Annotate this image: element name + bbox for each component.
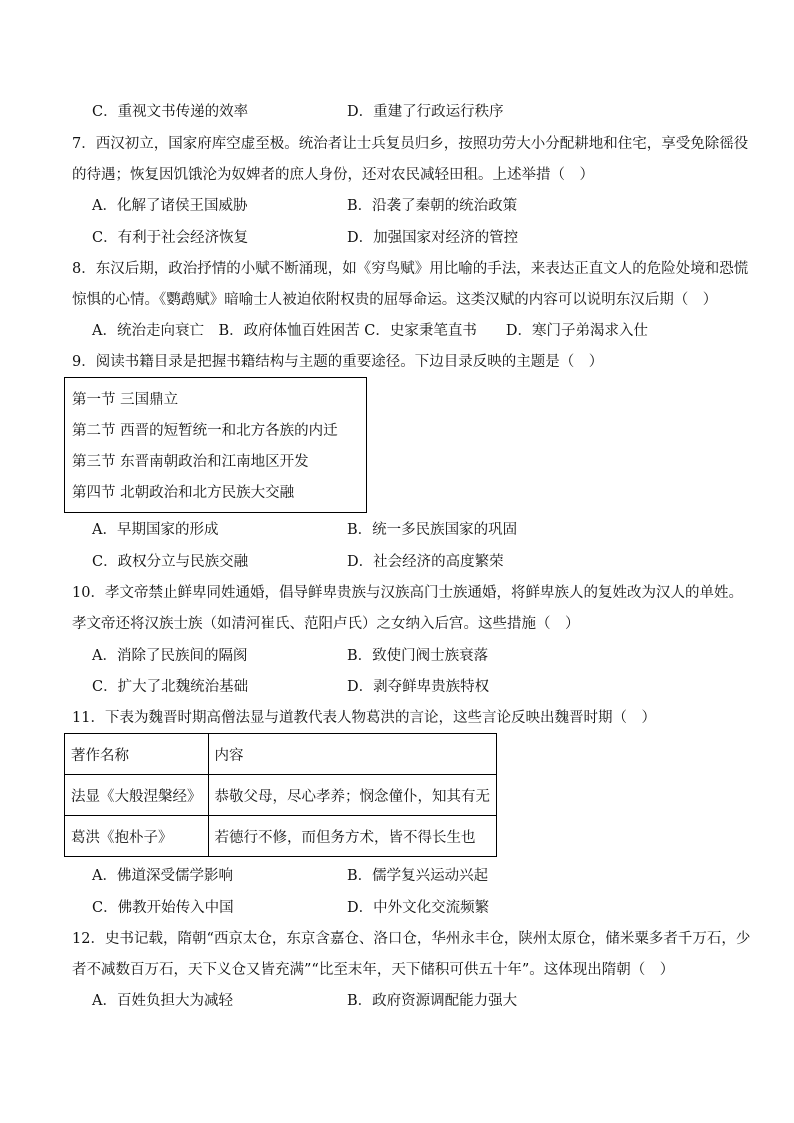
- table-cell: 若德行不修，而但务方术，皆不得长生也: [208, 816, 497, 857]
- q7-stem-line1: 7．西汉初立，国家府库空虚至极。统治者让士兵复员归乡，按照功劳大小分配耕地和住宅，享受免除徭役: [72, 136, 749, 152]
- table-header-cell: 内容: [208, 734, 497, 775]
- q9-option-a: A．早期国家的形成: [92, 522, 219, 538]
- table-cell: 葛洪《抱朴子》: [65, 816, 209, 857]
- q10-option-a: A．消除了民族间的隔阂: [92, 648, 248, 664]
- q10-option-b: B．致使门阀士族衰落: [347, 648, 489, 664]
- table-row: [65, 775, 497, 816]
- q7-option-c: C．有利于社会经济恢复: [92, 230, 249, 246]
- q11-option-b: B．儒学复兴运动兴起: [347, 868, 489, 884]
- q8-stem-line1: 8．东汉后期，政治抒情的小赋不断涌现，如《穷鸟赋》用比喻的手法，来表达正直文人的危险处境和恐慌: [72, 261, 749, 277]
- q9-option-b: B．统一多民族国家的巩固: [347, 522, 518, 538]
- q9-toc-item: 第四节 北朝政治和北方民族大交融: [72, 485, 295, 501]
- q10-stem-line2: 孝文帝还将汉族士族（如清河崔氏、范阳卢氏）之女纳入后宫。这些措施（ ）: [72, 616, 580, 632]
- q11-option-d: D．中外文化交流频繁: [347, 900, 490, 916]
- q12-stem-line2: 者不减数百万石，天下义仓又皆充满”“比至末年，天下储积可供五十年”。这体现出隋朝（ ）: [72, 962, 675, 978]
- table-header-row: [65, 734, 497, 775]
- q9-toc-item: 第三节 东晋南朝政治和江南地区开发: [72, 454, 309, 470]
- q9-option-c: C．政权分立与民族交融: [92, 554, 249, 570]
- q11-stem: 11．下表为魏晋时期高僧法显与道教代表人物葛洪的言论，这些言论反映出魏晋时期（ ）: [72, 710, 656, 726]
- q8-options: A．统治走向衰亡 B．政府体恤百姓困苦 C．史家秉笔直书 D．寒门子弟渴求入仕: [92, 323, 648, 339]
- q7-option-a: A．化解了诸侯王国威胁: [92, 198, 248, 214]
- q9-toc-item: 第二节 西晋的短暂统一和北方各族的内迁: [72, 423, 338, 439]
- table-cell: 法显《大般涅槃经》: [65, 775, 209, 816]
- q11-option-a: A．佛道深受儒学影响: [92, 868, 233, 884]
- q12-stem-line1: 12．史书记载，隋朝“西京太仓，东京含嘉仓、洛口仓，华州永丰仓，陕州太原仓，储米粟多者千万石，少: [72, 931, 751, 947]
- table-header-cell: 著作名称: [65, 734, 209, 775]
- q6-option-d: D．重建了行政运行秩序: [347, 104, 504, 120]
- q9-stem: 9．阅读书籍目录是把握书籍结构与主题的重要途径。下边目录反映的主题是（ ）: [72, 354, 604, 370]
- q7-option-d: D．加强国家对经济的管控: [347, 230, 519, 246]
- q7-option-b: B．沿袭了秦朝的统治政策: [347, 198, 518, 214]
- q10-stem-line1: 10．孝文帝禁止鲜卑同姓通婚，倡导鲜卑贵族与汉族高门士族通婚，将鲜卑族人的复姓改为汉人的单姓。: [72, 585, 743, 601]
- q9-toc-item: 第一节 三国鼎立: [72, 392, 179, 408]
- q10-option-d: D．剥夺鲜卑贵族特权: [347, 679, 490, 695]
- q10-option-c: C．扩大了北魏统治基础: [92, 679, 249, 695]
- table-cell: 恭敬父母，尽心孝养；悯念僮仆，知其有无: [208, 775, 497, 816]
- q12-option-a: A．百姓负担大为减轻: [92, 993, 233, 1009]
- q6-option-c: C．重视文书传递的效率: [92, 104, 249, 120]
- q11-table: [64, 733, 497, 857]
- q7-stem-line2: 的待遇；恢复因饥饿沦为奴婢者的庶人身份，还对农民减轻田租。上述举措（ ）: [72, 167, 594, 183]
- table-row: [65, 816, 497, 857]
- q8-stem-line2: 惊惧的心情。《鹦鹉赋》暗喻士人被迫依附权贵的屈辱命运。这类汉赋的内容可以说明东汉后期（ ）: [72, 292, 718, 308]
- q12-option-b: B．政府资源调配能力强大: [347, 993, 518, 1009]
- q9-option-d: D．社会经济的高度繁荣: [347, 554, 504, 570]
- q11-option-c: C．佛教开始传入中国: [92, 900, 234, 916]
